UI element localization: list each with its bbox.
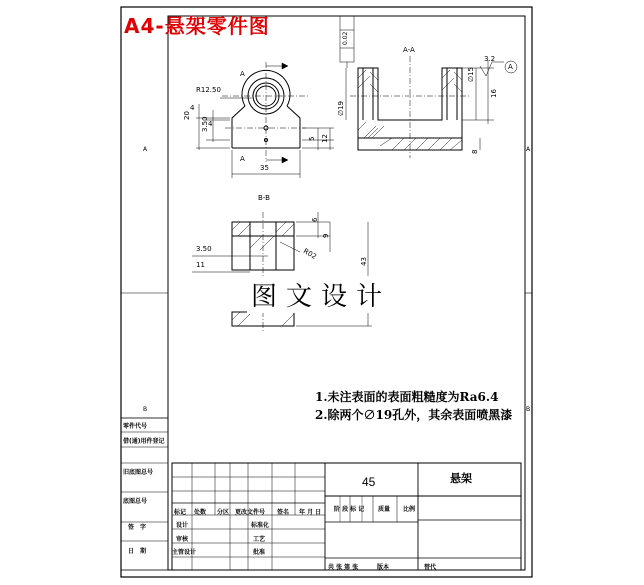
zone-b-left: B (143, 406, 148, 413)
tb-weight: 质量 (378, 506, 391, 513)
strip-base-drawing: 底图总号 (123, 498, 148, 505)
tb-stage: 阶 段 标 记 (334, 506, 365, 513)
dim-12: 12 (321, 134, 329, 143)
strip-old-drawing: 旧底图总号 (123, 469, 154, 476)
watermark-text: 图文设计 (247, 276, 395, 313)
view-arrow-a-top: A (240, 70, 245, 78)
zone-b-right: B (526, 406, 531, 413)
dim-bb-11: 11 (196, 261, 205, 269)
tb-standard: 标准化 (251, 522, 270, 529)
roughness-3-2: 3.2 (484, 55, 496, 63)
dim-bb-r02: R02 (301, 247, 318, 261)
tb-col-mark: 标记 (174, 509, 187, 516)
strip-borrowed: 借(通)用件登记 (123, 438, 165, 445)
section-bb-label: B-B (258, 194, 270, 202)
tb-scale: 比例 (403, 506, 416, 513)
tb-col-signature: 签名 (277, 509, 290, 516)
dim-phi19: ∅19 (337, 100, 345, 116)
drawing-title (124, 10, 270, 39)
strip-part-code: 零件代号 (123, 423, 148, 430)
strip-date: 日 期 (128, 548, 147, 555)
tb-approve: 批准 (253, 549, 266, 556)
tb-replace: 替代 (424, 564, 437, 571)
dim-16: 16 (490, 89, 498, 98)
note-2: 2.除两个∅19孔外，其余表面喷黑漆 (315, 408, 513, 422)
title-name: 悬架零件 (164, 14, 249, 38)
dim-phi15: ∅15 (467, 66, 475, 82)
view-arrow-a-bottom: A (240, 155, 245, 163)
tb-main-design: 主管设计 (172, 549, 197, 556)
tolerance-frame-value: 0.02 (342, 31, 349, 45)
tb-design: 设计 (176, 522, 189, 529)
tb-col-change: 更改文件号 (235, 509, 266, 516)
dim-r12-50: R12.50 (196, 86, 221, 94)
tb-sheets: 共 张 第 张 (328, 564, 359, 571)
dim-5: 5 (308, 136, 316, 141)
dim-bb-3-50: 3.50 (196, 245, 212, 253)
dim-35: 35 (260, 164, 269, 172)
dim-4a: 4 (190, 104, 195, 112)
tb-col-zone: 分区 (217, 509, 230, 516)
dim-4b: 4 (208, 120, 213, 128)
dim-20: 20 (183, 111, 191, 120)
zone-a-right: A (526, 146, 531, 153)
title-prefix: A4- (124, 14, 165, 38)
dim-bb-9: 9 (322, 233, 330, 238)
tb-process: 工艺 (253, 536, 266, 543)
tb-version: 版本 (377, 564, 390, 571)
note-1: 1.未注表面的表面粗糙度为Ra6.4 (315, 390, 499, 404)
dim-8: 8 (471, 149, 479, 154)
zone-a-left: A (143, 146, 148, 153)
tb-col-date: 年 月 日 (299, 509, 322, 516)
tb-col-count: 处数 (194, 509, 207, 516)
dim-3-50: 3.50 (201, 116, 209, 132)
part-name: 悬架 (450, 472, 472, 485)
tb-check: 审核 (176, 536, 189, 543)
strip-signature: 签 字 (128, 524, 147, 531)
dim-bb-6: 6 (311, 217, 319, 222)
section-aa-label: A-A (403, 46, 415, 54)
title-suffix: 图 (248, 14, 270, 38)
quantity-value: 45 (362, 475, 376, 489)
dim-bb-43: 43 (360, 257, 368, 266)
datum-a: A (508, 63, 513, 71)
